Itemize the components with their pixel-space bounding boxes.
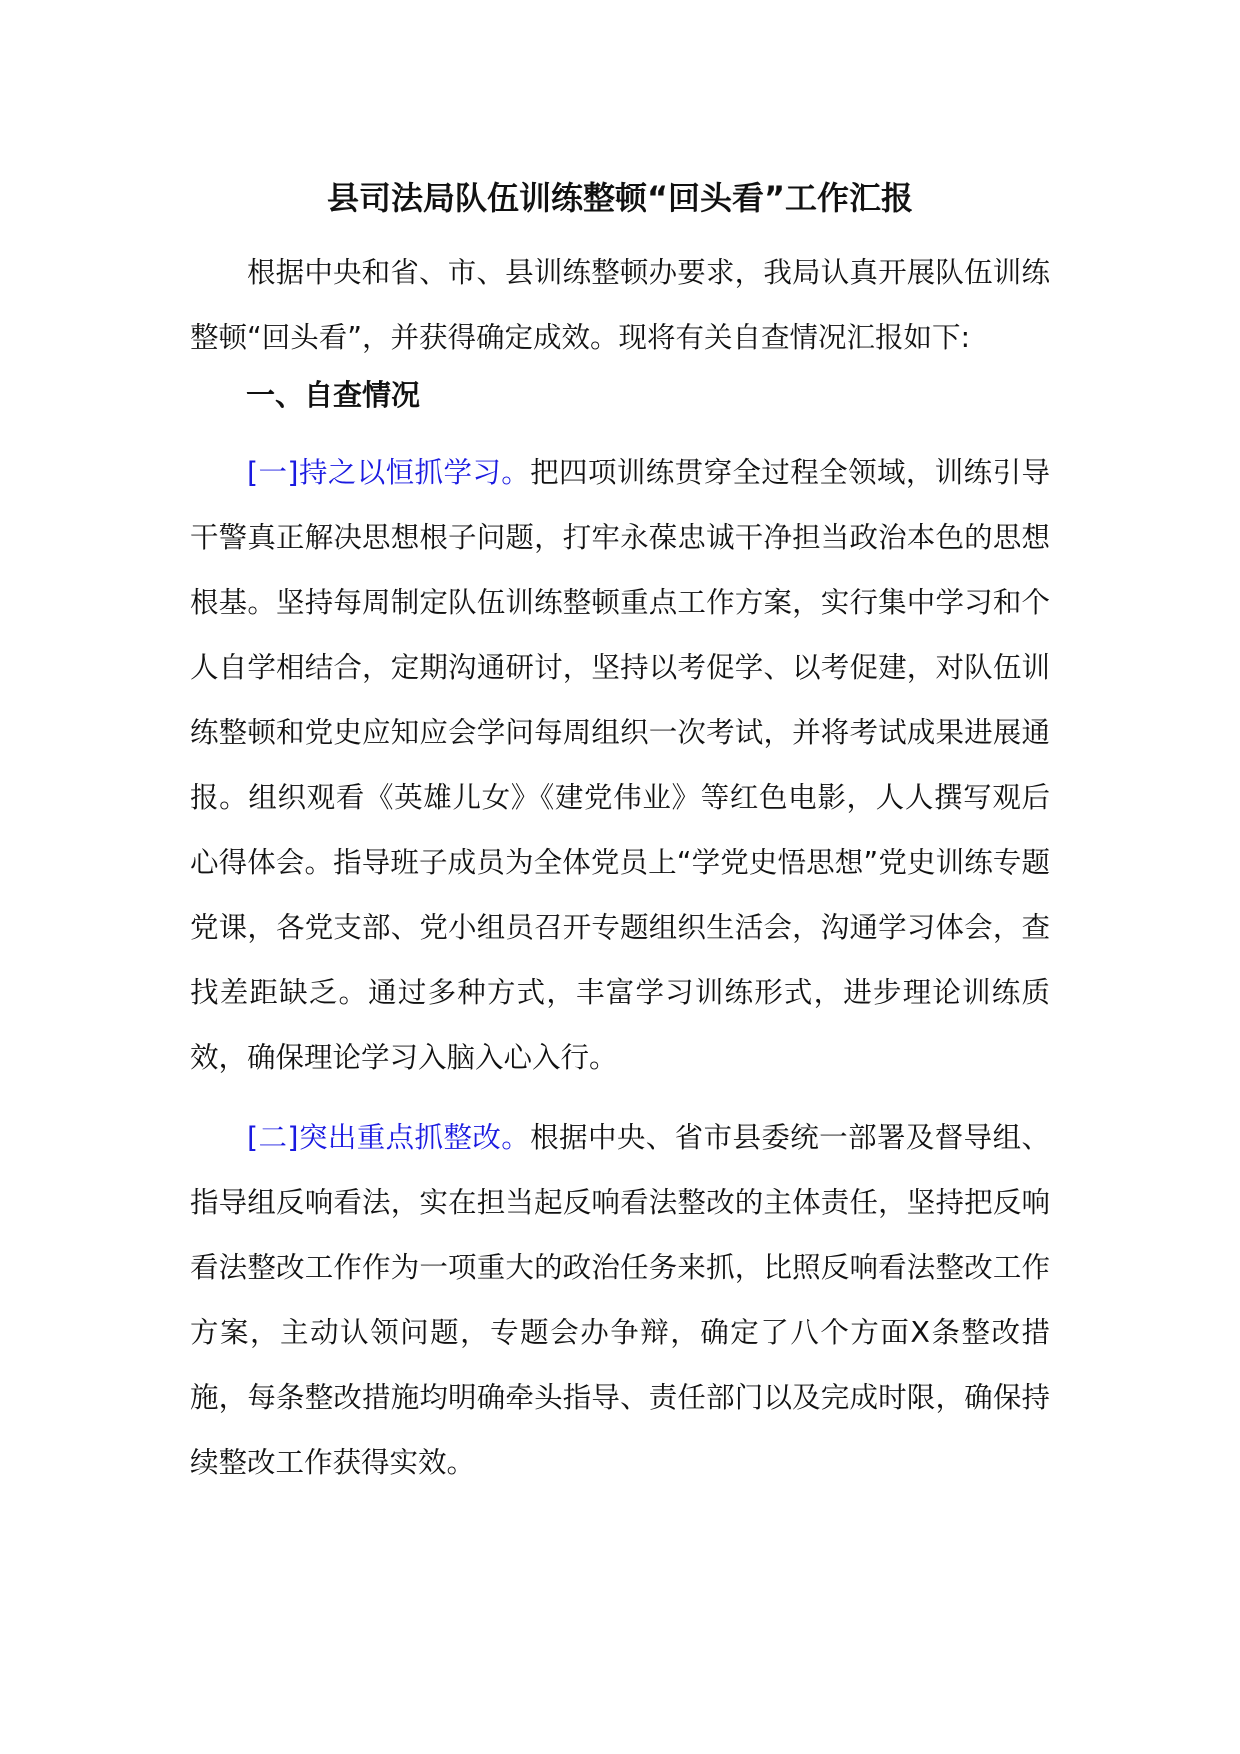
item-1-body: 把四项训练贯穿全过程全领域，训练引导干警真正解决思想根子问题，打牢永葆忠诚干净担当政治本色的思想根基。坚持每周制定队伍训练整顿重点工作方案，实行集中学习和个人自学相结合，定期沟通研讨，坚持以考促学、以考促建，对队伍训练整顿和党史应知应会学问每周组织一次考试，并将考试成果进展通报。组织观看《英雄儿女》《建党伟业》等红色电影，人人撰写观后心得体会。指导班子成员为全体党员上“学党史悟思想”党史训练专题党课，各党支部、党小组员召开专题组织生活会，沟通学习体会，查找差距缺乏。通过多种方式，丰富学习训练形式，进步理论训练质效，确保理论学习入脑入心入行。 [190, 456, 1050, 1074]
item-2-paragraph [190, 1105, 1050, 1495]
item-1-paragraph [190, 440, 1050, 1090]
item-2-body: 根据中央、省市县委统一部署及督导组、指导组反响看法，实在担当起反响看法整改的主体责任，坚持把反响看法整改工作作为一项重大的政治任务来抓，比照反响看法整改工作方案，主动认领问题，专题会办争辩，确定了八个方面X条整改措施，每条整改措施均明确牵头指导、责任部门以及完成时限，确保持续整改工作获得实效。 [190, 1121, 1050, 1479]
intro-paragraph: 根据中央和省、市、县训练整顿办要求，我局认真开展队伍训练整顿“回头看”，并获得确定成效。现将有关自查情况汇报如下: [190, 256, 1050, 354]
item-1-heading: [一]持之以恒抓学习。 [247, 456, 531, 489]
item-2-heading: [二]突出重点抓整改。 [247, 1121, 531, 1154]
section-heading: 一、自查情况 [246, 378, 421, 412]
document-title: 县司法局队伍训练整顿“回头看”工作汇报 [326, 179, 914, 217]
